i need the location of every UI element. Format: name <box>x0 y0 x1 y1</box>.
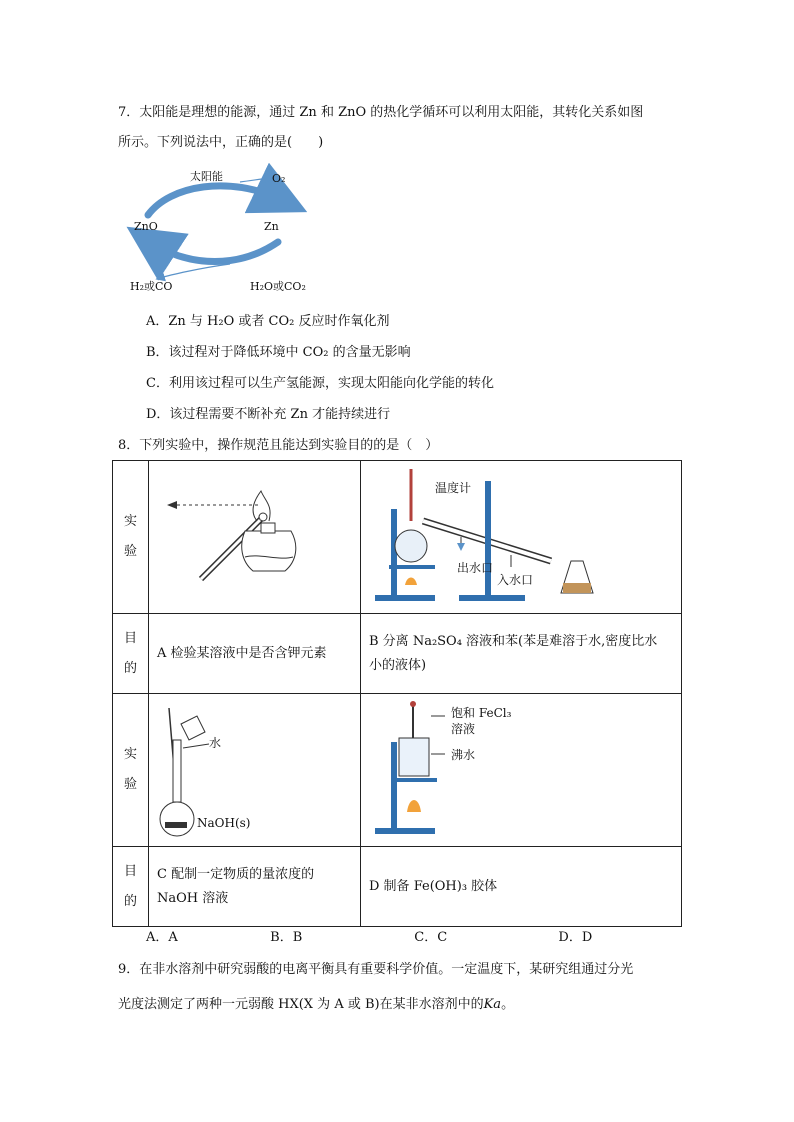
q7-option-b: B．该过程对于降低环境中 CO₂ 的含量无影响 <box>146 345 411 360</box>
q7-stem-line1: 7．太阳能是理想的能源，通过 Zn 和 ZnO 的热化学循环可以利用太阳能，其转化关系如图 <box>118 105 644 120</box>
label-char: 验 <box>123 777 137 792</box>
zno-label: ZnO <box>134 220 158 233</box>
goal-b <box>361 614 682 694</box>
top-small-arrow <box>240 178 270 182</box>
label-char: 验 <box>123 544 137 559</box>
goal-b-line1: B 分离 Na₂SO₄ 溶液和苯(苯是难溶于水,密度比水 <box>369 633 658 649</box>
table-row <box>113 461 682 614</box>
water-inlet-label: 入水口 <box>497 573 534 587</box>
table-row <box>113 847 682 927</box>
top-arrow <box>148 186 282 215</box>
bottom-small-arrow <box>160 264 230 278</box>
zn-zno-cycle-diagram <box>120 160 330 300</box>
thermometer-label: 温度计 <box>435 481 472 495</box>
apparatus-a-flame-test <box>149 461 361 614</box>
label-char: 实 <box>123 514 137 529</box>
q7-option-d: D．该过程需要不断补充 Zn 才能持续进行 <box>146 407 391 422</box>
goal-a: A 检验某溶液中是否含钾元素 <box>149 614 361 694</box>
goal-c-line2: NaOH 溶液 <box>157 890 229 906</box>
label-char: 的 <box>123 660 137 676</box>
flame-test-drawing <box>149 461 359 609</box>
volumetric-flask-drawing <box>149 694 359 842</box>
ka-symbol: Ka <box>483 997 502 1012</box>
answer-d: D．D <box>558 930 593 945</box>
q8-answer-options <box>146 928 618 948</box>
apparatus-c-volumetric-flask <box>149 694 361 847</box>
q7-option-a: A．Zn 与 H₂O 或者 CO₂ 反应时作氧化剂 <box>146 314 390 329</box>
q9-stem-line1: 9．在非水溶剂中研究弱酸的电离平衡具有重要科学价值。一定温度下，某研究组通过分光 <box>118 962 634 977</box>
table-row <box>113 614 682 694</box>
q7-option-c: C．利用该过程可以生产氢能源，实现太阳能向化学能的转化 <box>146 376 494 391</box>
q7-stem-line2: 所示。下列说法中，正确的是( ) <box>118 135 324 150</box>
row-label-goal <box>113 847 149 927</box>
apparatus-b-distillation <box>361 461 682 614</box>
q8-experiment-table <box>112 460 682 927</box>
label-char: 目 <box>123 630 137 646</box>
answer-a: A．A <box>146 930 178 945</box>
label-char: 实 <box>123 747 137 762</box>
solar-energy-label: 太阳能 <box>190 170 223 183</box>
apparatus-d-colloid <box>361 694 682 847</box>
goal-c <box>149 847 361 927</box>
boiling-water-label: 沸水 <box>451 748 476 762</box>
label-char: 的 <box>123 893 137 909</box>
zn-label: Zn <box>264 220 279 233</box>
goal-c-line1: C 配制一定物质的量浓度的 <box>157 866 315 882</box>
water-outlet-label: 出水口 <box>457 561 494 575</box>
label-char: 目 <box>123 863 137 879</box>
water-label: 水 <box>209 736 222 750</box>
h2-co-label: H₂或CO <box>130 280 173 293</box>
naoh-label: NaOH(s) <box>197 816 251 830</box>
q8-stem: 8．下列实验中，操作规范且能达到实验目的的是（ ） <box>118 438 439 453</box>
o2-label: O₂ <box>272 172 286 185</box>
q9-line2-end: 。 <box>501 997 515 1012</box>
answer-c: C．C <box>414 930 448 945</box>
fecl3-label: 饱和 FeCl₃ <box>451 706 512 720</box>
row-label-experiment <box>113 461 149 614</box>
h2o-co2-label: H₂O或CO₂ <box>250 280 306 293</box>
answer-b: B．B <box>270 930 303 945</box>
q9-line2-text: 光度法测定了两种一元弱酸 HX(X 为 A 或 B)在某非水溶剂中的 <box>118 997 484 1012</box>
solution-label: 溶液 <box>451 722 476 736</box>
bottom-arrow <box>150 242 278 262</box>
colloid-drawing <box>361 694 681 842</box>
goal-d: D 制备 Fe(OH)₃ 胶体 <box>361 847 682 927</box>
row-label-goal <box>113 614 149 694</box>
q9-stem-line2 <box>118 995 514 1015</box>
table-row <box>113 694 682 847</box>
goal-b-line2: 小的液体) <box>369 657 427 673</box>
row-label-experiment <box>113 694 149 847</box>
